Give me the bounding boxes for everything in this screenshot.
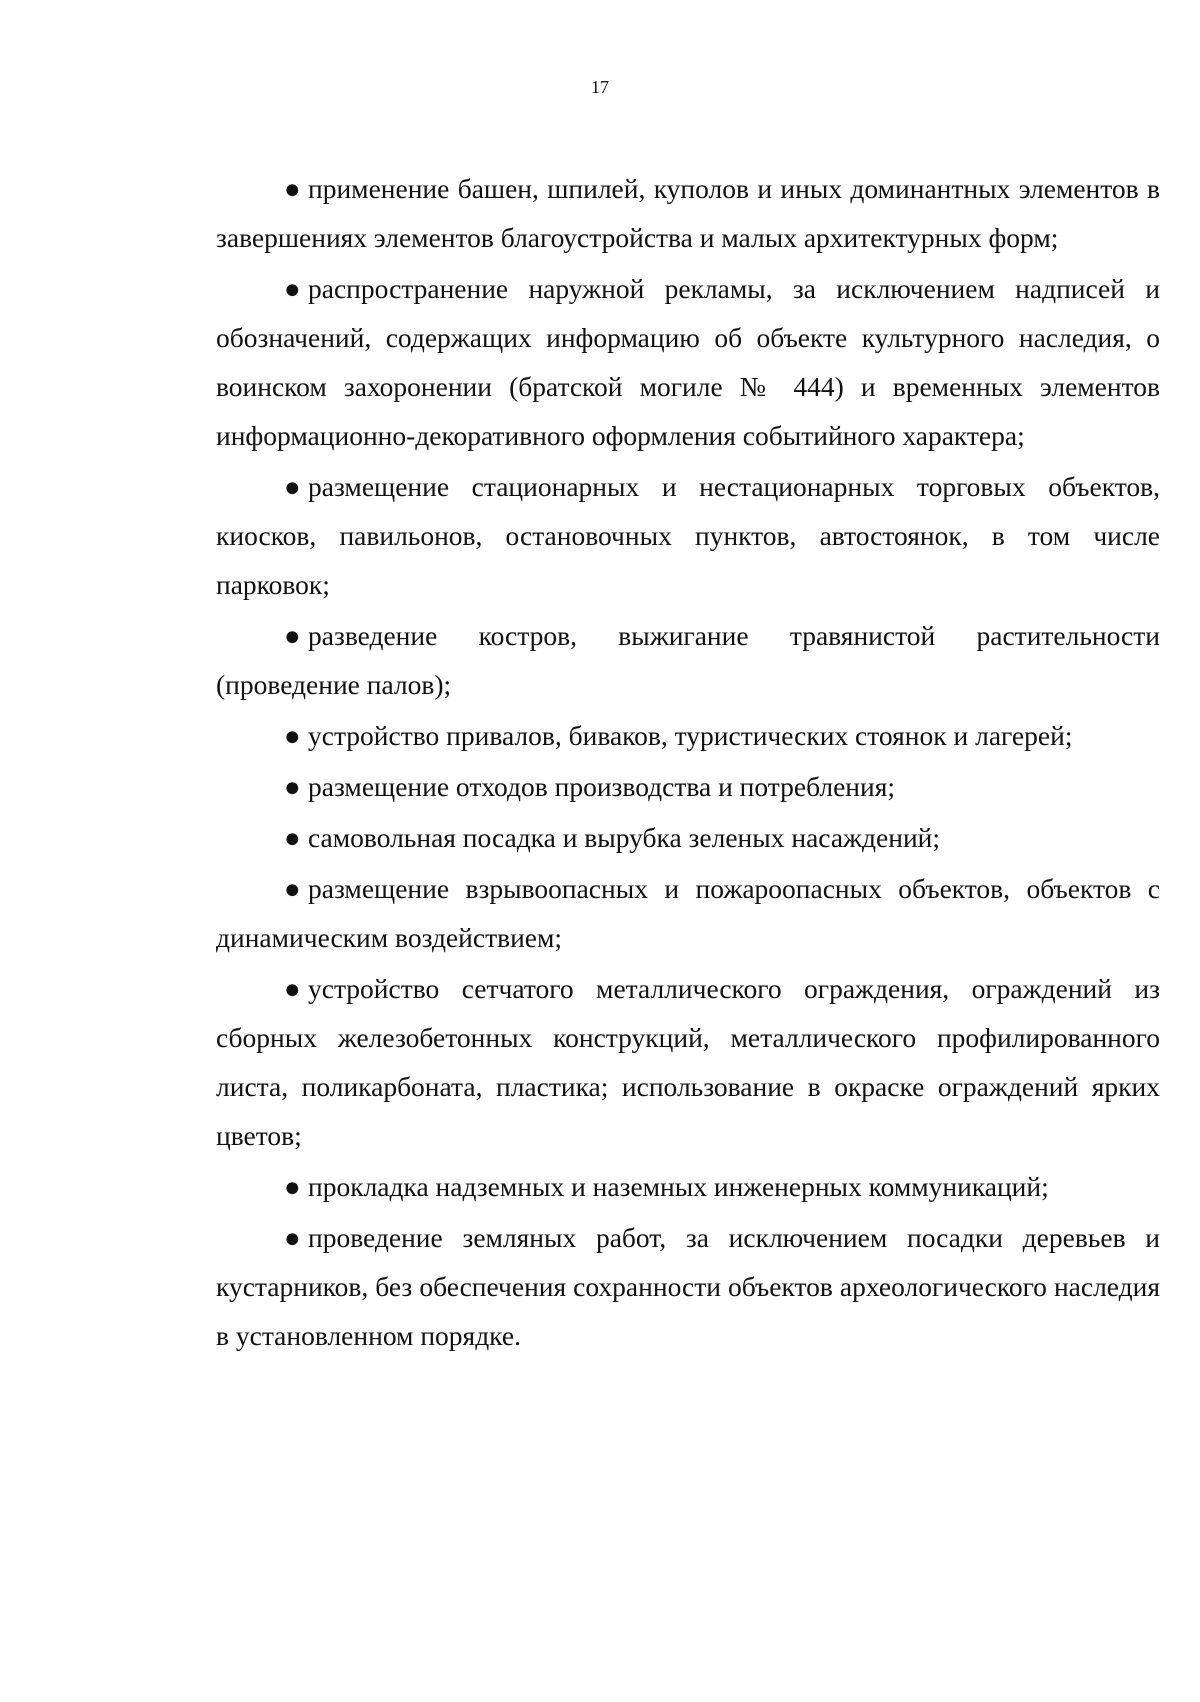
bullet-icon: ● xyxy=(284,273,301,304)
list-item xyxy=(216,462,1160,609)
list-item xyxy=(216,864,1160,962)
list-item-text: устройство сетчатого металлического ограждения, ограждений из сборных железобетонных конструкций, металлического профилированного листа, поликарбоната, пластика; использование в окраске ограждений ярких цветов; xyxy=(216,973,1160,1151)
bullet-icon: ● xyxy=(284,973,301,1004)
list-item-text: разведение костров, выжигание травянистой растительности (проведение палов); xyxy=(216,620,1160,700)
bullet-icon: ● xyxy=(284,1222,301,1253)
bullet-icon: ● xyxy=(284,1171,301,1202)
bullet-icon: ● xyxy=(284,471,301,502)
restrictions-list xyxy=(216,164,1160,1362)
list-item xyxy=(216,813,1160,862)
bullet-icon: ● xyxy=(284,771,301,802)
list-item xyxy=(216,1213,1160,1360)
list-item xyxy=(216,711,1160,760)
list-item-text: самовольная посадка и вырубка зеленых насаждений; xyxy=(308,822,941,853)
bullet-icon: ● xyxy=(284,873,301,904)
bullet-icon: ● xyxy=(284,720,301,751)
list-item-text: размещение стационарных и нестационарных торговых объектов, киосков, павильонов, остановочных пунктов, автостоянок, в том числе парковок; xyxy=(216,471,1160,600)
list-item-text: применение башен, шпилей, куполов и иных доминантных элементов в завершениях элементов благоустройства и малых архитектурных форм; xyxy=(216,173,1160,253)
list-item-text: устройство привалов, биваков, туристических стоянок и лагерей; xyxy=(308,720,1073,751)
bullet-icon: ● xyxy=(284,620,301,651)
list-item xyxy=(216,264,1160,460)
list-item xyxy=(216,164,1160,262)
list-item-text: проведение земляных работ, за исключением посадки деревьев и кустарников, без обеспечения сохранности объектов археологического наследия в установленном порядке. xyxy=(216,1222,1160,1351)
list-item-text: размещение взрывоопасных и пожароопасных объектов, объектов с динамическим воздействием; xyxy=(216,873,1160,953)
list-item-text: прокладка надземных и наземных инженерных коммуникаций; xyxy=(308,1171,1049,1202)
list-item xyxy=(216,964,1160,1160)
list-item-text: распространение наружной рекламы, за исключением надписей и обозначений, содержащих информацию об объекте культурного наследия, о воинском захоронении (братской могиле № 444) и временных элементов информационно-декоративного оформления событийного характера; xyxy=(216,273,1160,451)
bullet-icon: ● xyxy=(284,173,301,204)
list-item xyxy=(216,762,1160,811)
list-item xyxy=(216,1162,1160,1211)
list-item xyxy=(216,611,1160,709)
list-item-text: размещение отходов производства и потребления; xyxy=(308,771,896,802)
bullet-icon: ● xyxy=(284,822,301,853)
page-number: 17 xyxy=(591,77,609,97)
